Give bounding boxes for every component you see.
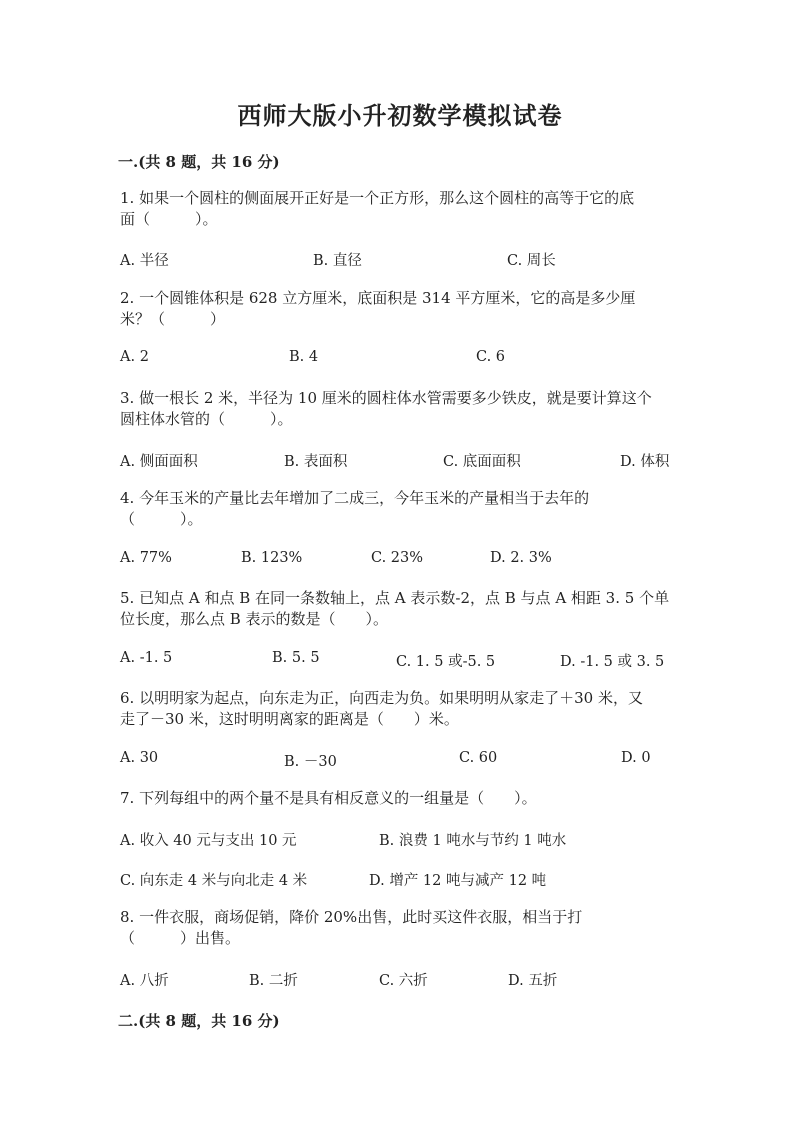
option-c[interactable]: C. 向东走 4 米与向北走 4 米 <box>120 873 308 889</box>
question-text: 2. 一个圆锥体积是 628 立方厘米，底面积是 314 平方厘米，它的高是多少厘 <box>120 289 636 307</box>
option-a[interactable]: A. 八折 <box>120 973 169 989</box>
page-title: 西师大版小升初数学模拟试卷 <box>237 101 563 130</box>
option-d[interactable]: D. 五折 <box>508 973 558 989</box>
option-c[interactable]: C. 60 <box>459 750 498 766</box>
question-text: 3. 做一根长 2 米，半径为 10 厘米的圆柱体水管需要多少铁皮，就是要计算这个 <box>120 389 652 407</box>
option-c[interactable]: C. 六折 <box>379 973 428 989</box>
option-c[interactable]: C. 周长 <box>507 253 556 269</box>
option-b[interactable]: B. 二折 <box>249 973 298 989</box>
option-a[interactable]: A. 77% <box>120 550 172 566</box>
option-a[interactable]: A. 半径 <box>120 253 169 269</box>
section-heading: 二.(共 8 题，共 16 分) <box>118 1012 280 1030</box>
option-b[interactable]: B. 浪费 1 吨水与节约 1 吨水 <box>379 833 567 849</box>
option-d[interactable]: D. 体积 <box>620 454 670 470</box>
question-text: 位长度，那么点 B 表示的数是（ ）。 <box>120 610 389 628</box>
question-text: 面（ ）。 <box>120 210 218 228</box>
option-b[interactable]: B. －30 <box>284 754 337 770</box>
question-text: 6. 以明明家为起点，向东走为正，向西走为负。如果明明从家走了＋30 米，又 <box>120 689 643 707</box>
option-c[interactable]: C. 底面面积 <box>443 454 521 470</box>
question-text: 5. 已知点 A 和点 B 在同一条数轴上，点 A 表示数-2，点 B 与点 A 相距 3. 5 个单 <box>120 589 670 607</box>
question-text: 米？（ ） <box>120 310 226 328</box>
option-d[interactable]: D. 0 <box>621 750 651 766</box>
option-a[interactable]: A. 30 <box>120 750 159 766</box>
option-c[interactable]: C. 6 <box>476 349 506 365</box>
option-c[interactable]: C. 1. 5 或-5. 5 <box>396 654 496 670</box>
option-d[interactable]: D. 2. 3% <box>490 550 552 566</box>
question-text: 4. 今年玉米的产量比去年增加了二成三，今年玉米的产量相当于去年的 <box>120 489 590 507</box>
section-heading: 一.(共 8 题，共 16 分) <box>118 153 280 171</box>
question-text: 圆柱体水管的（ ）。 <box>120 410 293 428</box>
question-text: （ ）出售。 <box>120 929 241 947</box>
question-text: 1. 如果一个圆柱的侧面展开正好是一个正方形，那么这个圆柱的高等于它的底 <box>120 189 635 207</box>
option-b[interactable]: B. 123% <box>241 550 303 566</box>
question-text: 7. 下列每组中的两个量不是具有相反意义的一组量是（ ）。 <box>120 789 537 807</box>
option-a[interactable]: A. -1. 5 <box>120 650 173 666</box>
option-b[interactable]: B. 4 <box>289 349 319 365</box>
question-text: 8. 一件衣服，商场促销，降价 20%出售，此时买这件衣服，相当于打 <box>120 908 583 926</box>
option-d[interactable]: D. -1. 5 或 3. 5 <box>560 654 665 670</box>
option-a[interactable]: A. 侧面面积 <box>120 454 198 470</box>
question-text: 走了－30 米，这时明明离家的距离是（ ）米。 <box>120 710 459 728</box>
option-a[interactable]: A. 收入 40 元与支出 10 元 <box>120 833 297 849</box>
question-text: （ ）。 <box>120 510 203 528</box>
option-b[interactable]: B. 表面积 <box>284 454 348 470</box>
option-a[interactable]: A. 2 <box>120 349 149 365</box>
option-b[interactable]: B. 5. 5 <box>272 650 320 666</box>
option-d[interactable]: D. 增产 12 吨与减产 12 吨 <box>369 873 547 889</box>
option-c[interactable]: C. 23% <box>371 550 424 566</box>
option-b[interactable]: B. 直径 <box>313 253 362 269</box>
